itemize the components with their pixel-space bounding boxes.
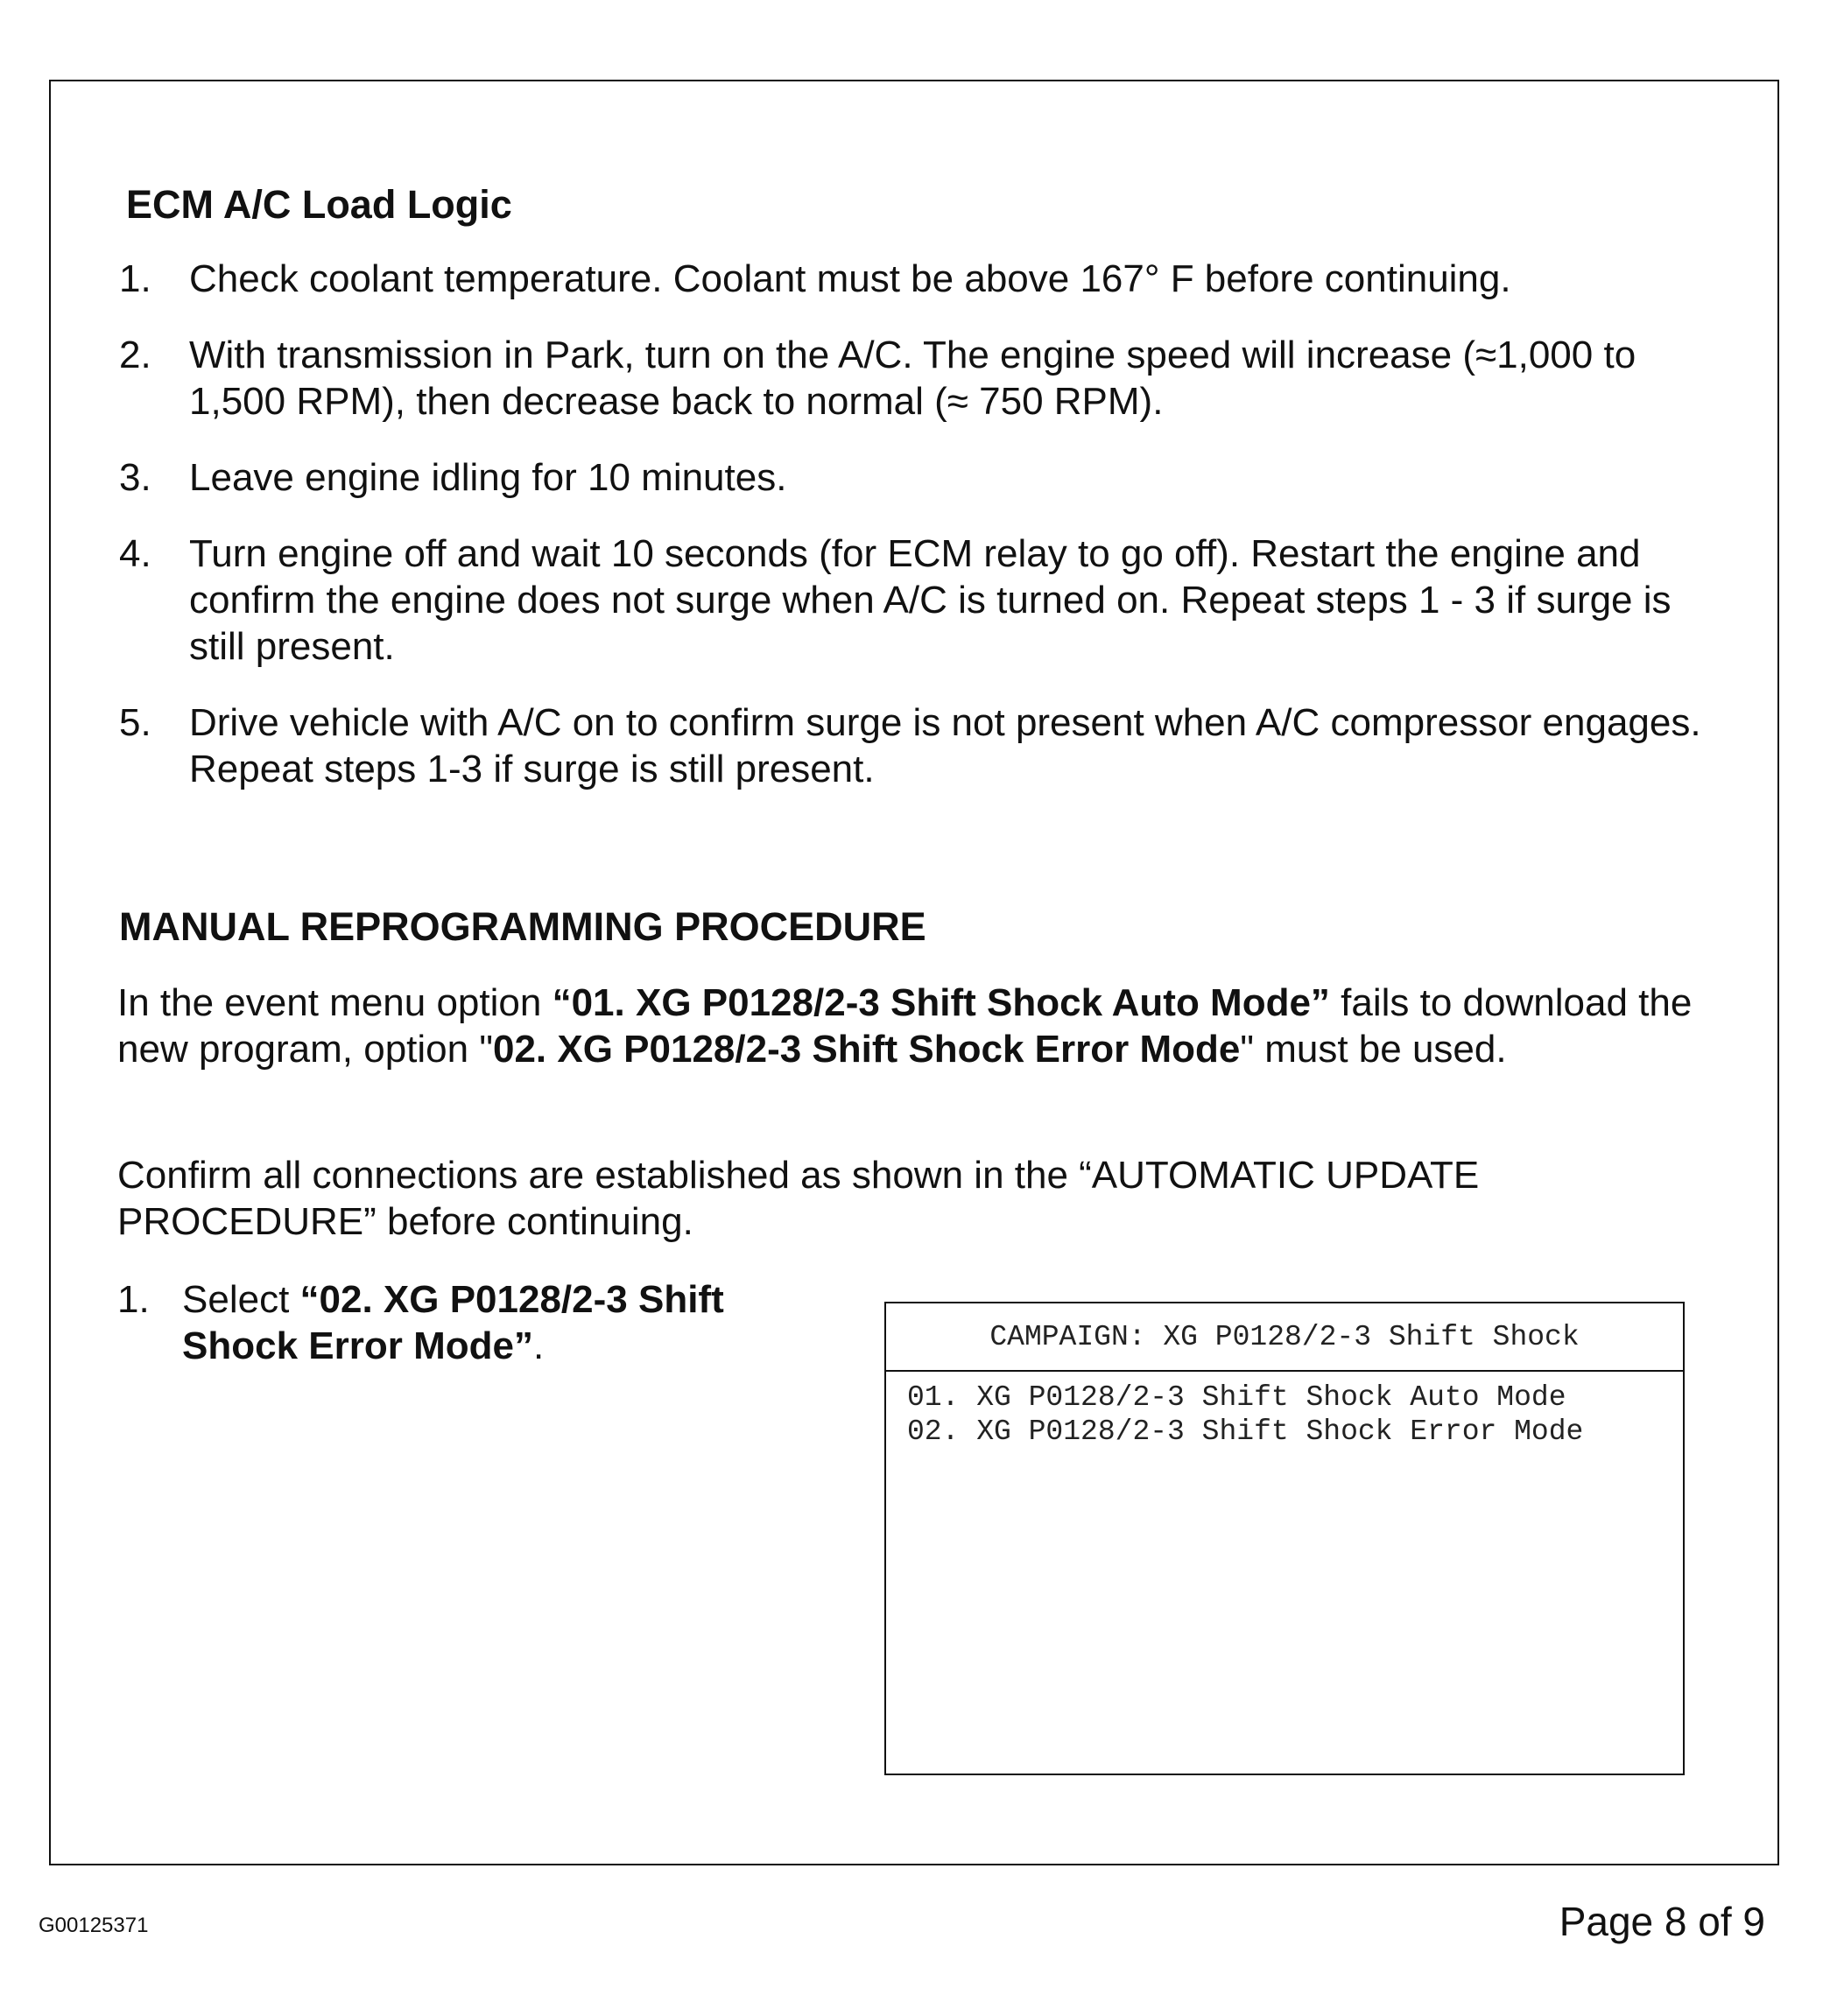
error-mode-reference: 02. XG P0128/2-3 Shift Shock Error Mode	[492, 1028, 1241, 1071]
event-menu-paragraph	[117, 980, 1720, 1072]
paragraph-text: fails to download the new program, option "	[117, 981, 1693, 1071]
step-text: Leave engine idling for 10 minutes.	[189, 456, 787, 499]
ecm-steps-list	[119, 256, 1721, 822]
step-text: Turn engine off and wait 10 seconds (for ECM relay to go off). Restart the engine and confirm the engine does not surge when A/C is turned on. Repeat steps 1 - 3 if surge is still present.	[189, 532, 1672, 668]
step-number: 1.	[119, 257, 151, 300]
error-mode-reference: “02. XG P0128/2-3 Shift Shock Error Mode”	[182, 1278, 724, 1367]
menu-option-auto-mode: 01. XG P0128/2-3 Shift Shock Auto Mode	[907, 1381, 1566, 1414]
step-text-prefix: Select	[182, 1278, 300, 1321]
page-number: Page 8 of 9	[1559, 1899, 1765, 1944]
step-number: 4.	[119, 532, 151, 575]
select-error-mode-step	[117, 1276, 835, 1369]
step-item	[119, 332, 1721, 425]
step-item	[119, 454, 1721, 501]
section-title-manual-reprogramming: MANUAL REPROGRAMMING PROCEDURE	[119, 904, 926, 949]
step-text-suffix: .	[532, 1324, 545, 1367]
confirm-connections-paragraph: Confirm all connections are established as shown in the “AUTOMATIC UPDATE PROCEDURE” before continuing.	[117, 1154, 1480, 1243]
step-text	[117, 1276, 835, 1369]
menu-option-error-mode: 02. XG P0128/2-3 Shift Shock Error Mode	[907, 1415, 1584, 1448]
campaign-menu-list	[886, 1372, 1683, 1449]
step-number: 2.	[119, 334, 151, 376]
paragraph-text: " must be used.	[1240, 1028, 1507, 1071]
step-number: 5.	[119, 701, 151, 744]
document-id: G00125371	[39, 1914, 149, 1937]
campaign-screen-header: CAMPAIGN: XG P0128/2-3 Shift Shock	[886, 1303, 1683, 1372]
auto-mode-reference: “01. XG P0128/2-3 Shift Shock Auto Mode”	[552, 981, 1330, 1024]
step-number: 1.	[117, 1278, 150, 1321]
step-text: With transmission in Park, turn on the A/C. The engine speed will increase (≈1,000 to 1,500 RPM), then decrease back to normal (≈ 750 RPM).	[189, 334, 1636, 423]
step-item	[119, 256, 1721, 302]
step-item	[119, 530, 1721, 670]
step-number: 3.	[119, 456, 151, 499]
section-title-ecm-ac-load-logic: ECM A/C Load Logic	[126, 182, 512, 227]
paragraph-text: In the event menu option	[117, 981, 553, 1024]
step-item	[119, 699, 1721, 792]
step-text: Drive vehicle with A/C on to confirm surge is not present when A/C compressor engages. Repeat steps 1-3 if surge is still present.	[189, 701, 1701, 790]
step-text: Check coolant temperature. Coolant must be above 167° F before continuing.	[189, 257, 1511, 300]
campaign-screen-illustration	[884, 1302, 1685, 1775]
